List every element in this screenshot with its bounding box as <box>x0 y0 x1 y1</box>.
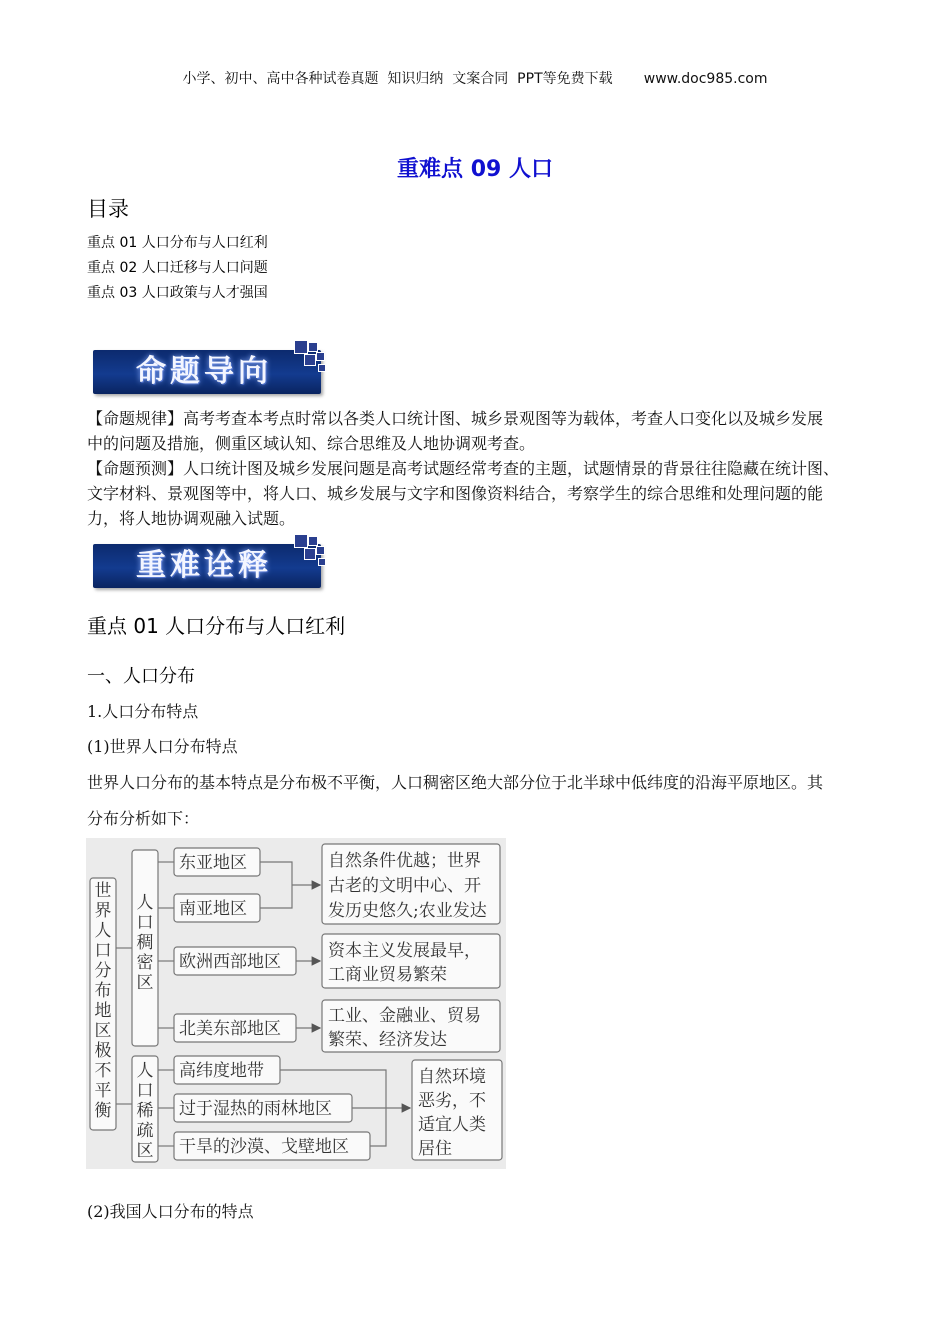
reason-line: 自然环境 <box>418 1067 486 1087</box>
sparse-char: 疏 <box>136 1121 154 1141</box>
section-banner-mingti <box>90 340 326 396</box>
toc-item[interactable]: 重点 02 人口迁移与人口问题 <box>87 260 268 276</box>
reason-line: 工商业贸易繁荣 <box>328 965 447 985</box>
sparse-char: 稀 <box>136 1101 154 1121</box>
reason-line: 工业、金融业、贸易 <box>328 1006 481 1026</box>
dense-char: 密 <box>136 953 154 973</box>
toc-item[interactable]: 重点 01 人口分布与人口红利 <box>87 235 268 251</box>
region-label: 欧洲西部地区 <box>179 952 281 972</box>
item-heading: 1.人口分布特点 <box>87 702 199 721</box>
dense-char: 稠 <box>136 933 154 953</box>
region-label: 北美东部地区 <box>179 1019 281 1039</box>
region-label: 过于湿热的雨林地区 <box>179 1099 332 1119</box>
reason-line: 恶劣，不 <box>418 1091 486 1111</box>
item-subheading: (2)我国人口分布的特点 <box>87 1202 254 1221</box>
root-char: 地 <box>94 1001 112 1021</box>
sparse-char: 口 <box>136 1081 154 1101</box>
region-label: 高纬度地带 <box>179 1061 264 1081</box>
item-subheading: (1)世界人口分布特点 <box>87 737 238 756</box>
region-label: 干旱的沙漠、戈壁地区 <box>179 1137 349 1157</box>
dense-char: 口 <box>136 913 154 933</box>
root-char: 界 <box>94 901 112 921</box>
root-char: 衡 <box>94 1101 112 1121</box>
sparse-char: 区 <box>136 1141 154 1161</box>
banner-label: 命题导向 <box>136 354 272 389</box>
root-char: 极 <box>94 1041 112 1061</box>
intro-line: 文字材料、景观图等中，将人口、城乡发展与文字和图像资料结合，考察学生的综合思维和处理问题的能 <box>87 484 824 503</box>
dense-char: 区 <box>136 973 154 993</box>
toc-heading: 目录 <box>87 197 129 221</box>
root-char: 不 <box>94 1061 112 1081</box>
intro-line: 【命题预测】人口统计图及城乡发展问题是高考试题经常考查的主题，试题情景的背景往往隐藏在统计图、 <box>87 459 840 478</box>
reason-line: 繁荣、经济发达 <box>328 1030 447 1050</box>
reason-line: 适宜人类 <box>418 1115 486 1135</box>
root-char: 分 <box>94 961 112 981</box>
root-char: 区 <box>94 1021 112 1041</box>
root-char: 口 <box>94 941 112 961</box>
root-char: 人 <box>94 921 112 941</box>
population-distribution-diagram <box>86 838 506 1169</box>
reason-line: 古老的文明中心、开 <box>328 876 481 896</box>
diagram-svg <box>86 838 506 1169</box>
reason-line: 资本主义发展最早， <box>328 941 481 961</box>
region-label: 东亚地区 <box>179 853 247 873</box>
body-text: 世界人口分布的基本特点是分布极不平衡，人口稠密区绝大部分位于北半球中低纬度的沿海平原地区。其 <box>87 773 824 792</box>
document-title: 重难点 09 人口 <box>397 157 553 182</box>
root-char: 平 <box>94 1081 112 1101</box>
sparse-char: 人 <box>136 1061 154 1081</box>
intro-line: 力，将人地协调观融入试题。 <box>87 509 296 528</box>
intro-line: 【命题规律】高考考查本考点时常以各类人口统计图、城乡景观图等为载体，考查人口变化以及城乡发展 <box>87 409 824 428</box>
reason-line: 自然条件优越；世界 <box>328 851 481 871</box>
section-heading: 重点 01 人口分布与人口红利 <box>87 614 346 638</box>
reason-line: 发历史悠久;农业发达 <box>328 901 487 921</box>
region-label: 南亚地区 <box>179 899 247 919</box>
subsection-heading: 一、人口分布 <box>87 666 195 687</box>
site-banner: 小学、初中、高中各种试卷真题 知识归纳 文案合同 PPT等免费下载 www.doc985.com <box>182 71 768 87</box>
body-text: 分布分析如下： <box>87 809 200 828</box>
root-char: 世 <box>94 881 112 901</box>
section-banner-zhongnan <box>90 534 326 590</box>
dense-char: 人 <box>136 893 154 913</box>
banner-label: 重难诠释 <box>136 548 272 583</box>
intro-line: 中的问题及措施，侧重区域认知、综合思维及人地协调观考查。 <box>87 434 536 453</box>
reason-line: 居住 <box>418 1139 452 1159</box>
root-char: 布 <box>94 981 112 1001</box>
toc-item[interactable]: 重点 03 人口政策与人才强国 <box>87 285 268 301</box>
